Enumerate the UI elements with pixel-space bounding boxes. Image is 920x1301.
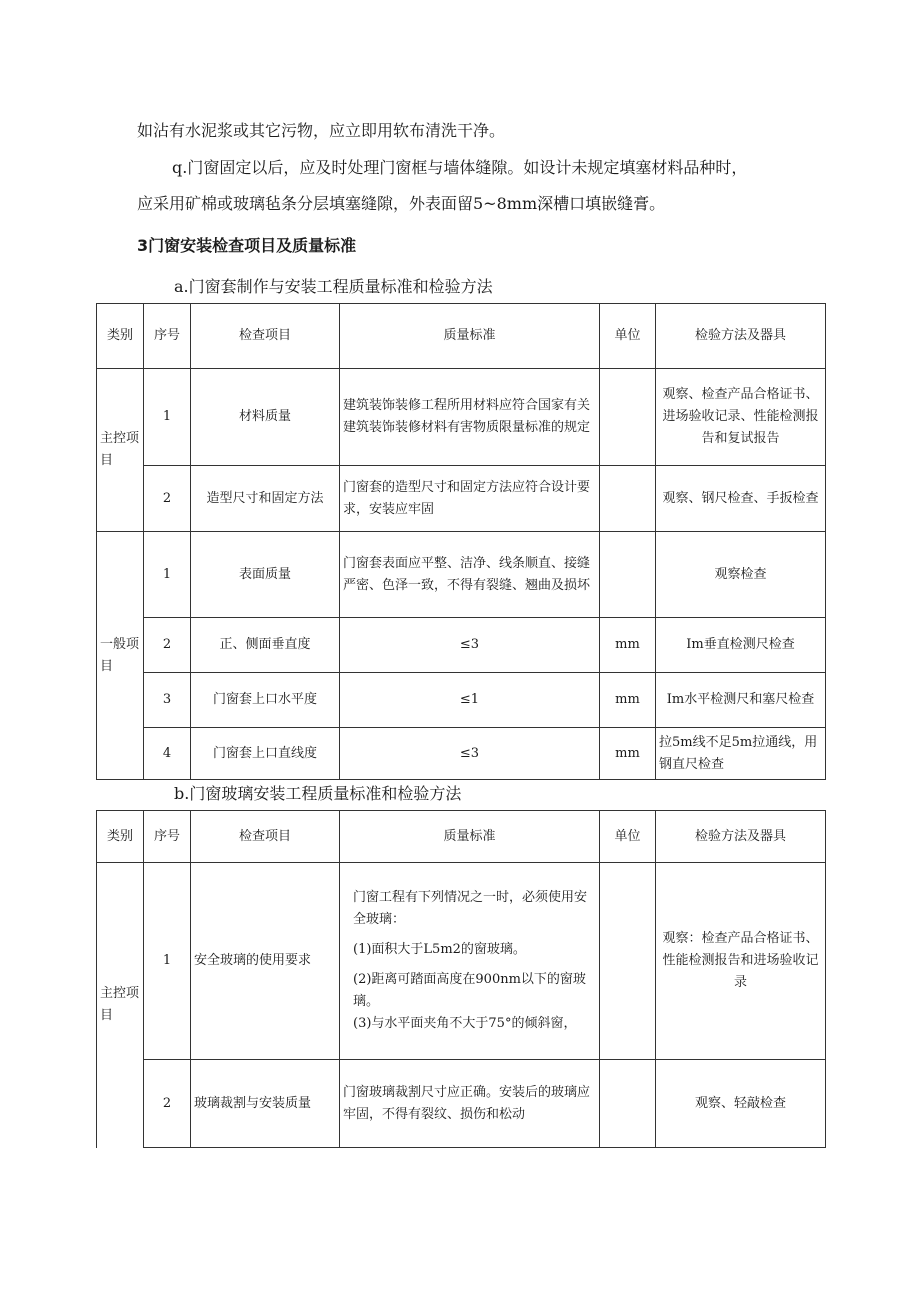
header-category: 类别 <box>97 304 144 369</box>
table-header-row <box>97 811 826 863</box>
row-item: 玻璃裁割与安装质量 <box>191 1060 340 1148</box>
row-method: 拉5m线不足5m拉通线，用钢直尺检查 <box>656 728 826 780</box>
header-unit: 单位 <box>600 811 656 863</box>
standard-intro: 门窗工程有下列情况之一时，必须使用安全玻璃： <box>353 890 588 927</box>
header-unit: 单位 <box>600 304 656 369</box>
row-standard: ≤1 <box>340 673 600 728</box>
table-row <box>97 863 826 1060</box>
header-no: 序号 <box>144 304 191 369</box>
row-standard <box>340 863 600 1060</box>
row-no: 4 <box>144 728 191 780</box>
row-item: 门窗套上口直线度 <box>191 728 340 780</box>
category-cell: 一般项目 <box>97 532 144 780</box>
row-item: 造型尺寸和固定方法 <box>191 466 340 532</box>
row-unit <box>600 532 656 618</box>
table-header-row <box>97 304 826 369</box>
row-unit <box>600 863 656 1060</box>
row-standard: ≤3 <box>340 728 600 780</box>
table-row <box>97 1060 826 1148</box>
standard-item-2: (2)距离可踏面高度在900nm以下的窗玻璃。 <box>353 972 586 1009</box>
row-unit <box>600 466 656 532</box>
row-standard: 门窗玻璃裁割尺寸应正确。安装后的玻璃应牢固，不得有裂纹、损伤和松动 <box>340 1060 600 1148</box>
header-item: 检查项目 <box>191 811 340 863</box>
row-no: 2 <box>144 466 191 532</box>
row-method: 观察：检查产品合格证书、性能检测报告和进场验收记录 <box>656 863 826 1060</box>
header-method: 检验方法及器具 <box>656 304 826 369</box>
header-method: 检验方法及器具 <box>656 811 826 863</box>
row-item: 正、侧面垂直度 <box>191 618 340 673</box>
row-no: 2 <box>144 1060 191 1148</box>
header-category: 类别 <box>97 811 144 863</box>
row-method: 观察、钢尺检查、手扳检查 <box>656 466 826 532</box>
header-standard: 质量标准 <box>340 811 600 863</box>
row-item: 安全玻璃的使用要求 <box>191 863 340 1060</box>
row-method: 观察检查 <box>656 532 826 618</box>
row-method: Im水平检测尺和塞尺检查 <box>656 673 826 728</box>
row-standard: 建筑装饰装修工程所用材料应符合国家有关建筑装饰装修材料有害物质限量标准的规定 <box>340 369 600 466</box>
row-no: 1 <box>144 863 191 1060</box>
table-row <box>97 369 826 466</box>
table-row <box>97 532 826 618</box>
row-no: 2 <box>144 618 191 673</box>
paragraph-q-line2: 应采用矿棉或玻璃毡条分层填塞缝隙，外表面留5~8mm深槽口填嵌缝膏。 <box>137 194 666 213</box>
section-heading: 3门窗安装检查项目及质量标准 <box>137 236 357 255</box>
row-standard: 门窗套的造型尺寸和固定方法应符合设计要求，安装应牢固 <box>340 466 600 532</box>
row-unit: mm <box>600 673 656 728</box>
table-a-caption: a.门窗套制作与安装工程质量标准和检验方法 <box>174 277 493 296</box>
row-no: 1 <box>144 369 191 466</box>
row-item: 材料质量 <box>191 369 340 466</box>
standard-item-1: (1)面积大于L5m2的窗玻璃。 <box>353 942 526 957</box>
row-unit <box>600 369 656 466</box>
standard-item-3: (3)与水平面夹角不大于75°的倾斜窗， <box>353 1016 577 1031</box>
row-unit <box>600 1060 656 1148</box>
category-cell: 主控项目 <box>97 863 144 1148</box>
table-b <box>96 810 826 1148</box>
row-no: 1 <box>144 532 191 618</box>
row-standard: ≤3 <box>340 618 600 673</box>
row-no: 3 <box>144 673 191 728</box>
paragraph-continuation: 如沾有水泥浆或其它污物，应立即用软布清洗干净。 <box>137 121 506 140</box>
header-no: 序号 <box>144 811 191 863</box>
row-unit: mm <box>600 618 656 673</box>
paragraph-q-line1: q.门窗固定以后，应及时处理门窗框与墙体缝隙。如设计未规定填塞材料品种时， <box>172 158 748 177</box>
table-row <box>97 618 826 673</box>
table-row <box>97 673 826 728</box>
table-row <box>97 728 826 780</box>
row-method: 观察、轻敲检查 <box>656 1060 826 1148</box>
row-item: 门窗套上口水平度 <box>191 673 340 728</box>
table-a <box>96 303 826 780</box>
table-row <box>97 466 826 532</box>
category-cell: 主控项目 <box>97 369 144 532</box>
header-item: 检查项目 <box>191 304 340 369</box>
header-standard: 质量标准 <box>340 304 600 369</box>
row-method: 观察、检查产品合格证书、进场验收记录、性能检测报告和复试报告 <box>656 369 826 466</box>
row-unit: mm <box>600 728 656 780</box>
row-standard: 门窗套表面应平整、洁净、线条顺直、接缝严密、色泽一致，不得有裂缝、翘曲及损坏 <box>340 532 600 618</box>
row-method: Im垂直检测尺检查 <box>656 618 826 673</box>
table-b-caption: b.门窗玻璃安装工程质量标准和检验方法 <box>174 784 462 803</box>
row-item: 表面质量 <box>191 532 340 618</box>
